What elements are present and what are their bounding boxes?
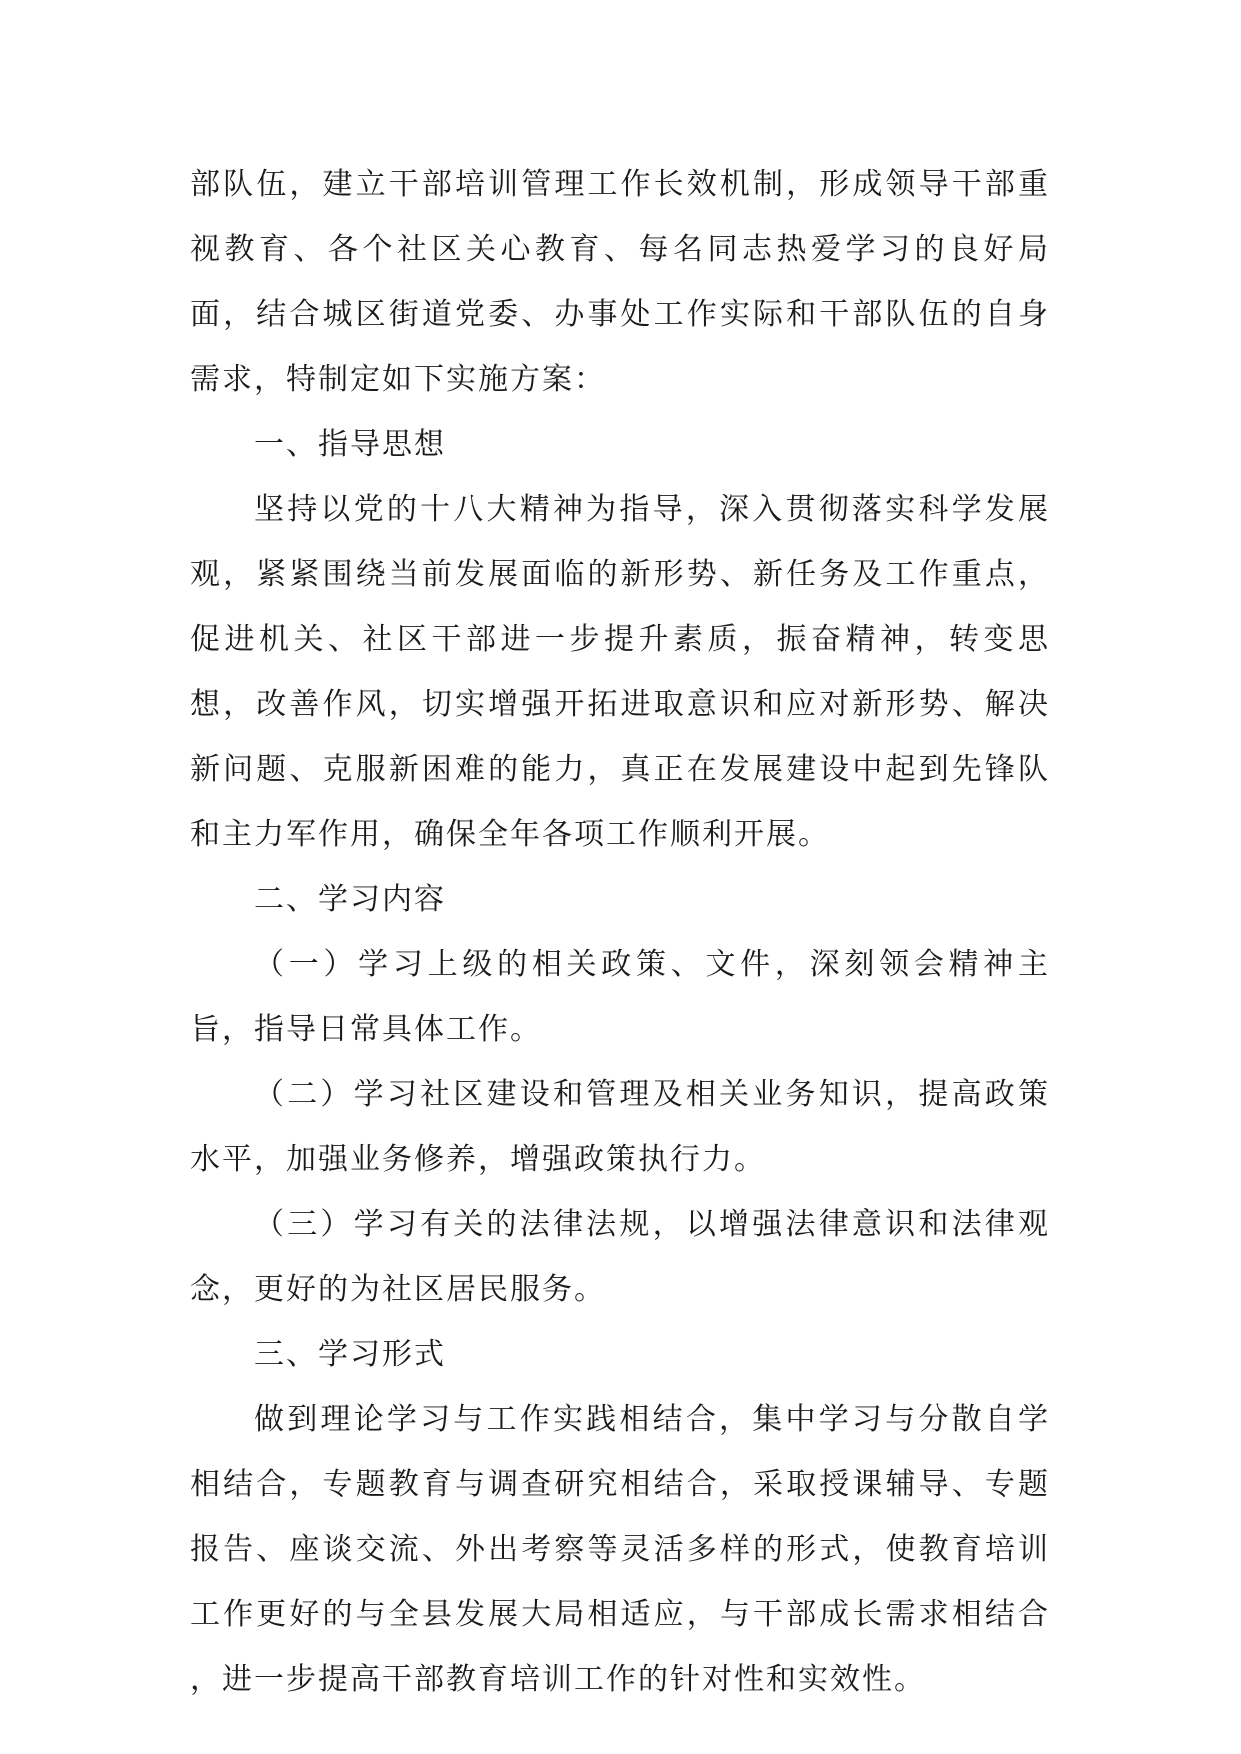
paragraph-study-content-3: （三）学习有关的法律法规，以增强法律意识和法律观念，更好的为社区居民服务。 <box>190 1207 1050 1307</box>
paragraph-study-form: 做到理论学习与工作实践相结合，集中学习与分散自学相结合，专题教育与调查研究相结合，采取授课辅导、专题报告、座谈交流、外出考察等灵活多样的形式，使教育培训工作更好的与全县发展大局相适应，与干部成长需求相结合 ，进一步提高干部教育培训工作的针对性和实效性。 <box>190 1402 1050 1697</box>
paragraph-study-content-2: （二）学习社区建设和管理及相关业务知识，提高政策水平，加强业务修养，增强政策执行力。 <box>190 1077 1050 1177</box>
document-body <box>190 152 1050 1712</box>
section-heading-guiding-ideology: 一、指导思想 <box>254 427 446 462</box>
paragraph-guiding-ideology: 坚持以党的十八大精神为指导，深入贯彻落实科学发展观，紧紧围绕当前发展面临的新形势、新任务及工作重点，促进机关、社区干部进一步提升素质，振奋精神，转变思想，改善作风，切实增强开拓进取意识和应对新形势、解决新问题、克服新困难的能力，真正在发展建设中起到先锋队和主力军作用，确保全年各项工作顺利开展。 <box>190 492 1050 852</box>
section-heading-study-form: 三、学习形式 <box>254 1337 446 1372</box>
paragraph-continuation: 部队伍，建立干部培训管理工作长效机制，形成领导干部重视教育、各个社区关心教育、每名同志热爱学习的良好局面，结合城区街道党委、办事处工作实际和干部队伍的自身需求，特制定如下实施方案： <box>190 167 1050 397</box>
paragraph-study-content-1: （一）学习上级的相关政策、文件，深刻领会精神主旨，指导日常具体工作。 <box>190 947 1050 1047</box>
section-heading-study-content: 二、学习内容 <box>254 882 446 917</box>
